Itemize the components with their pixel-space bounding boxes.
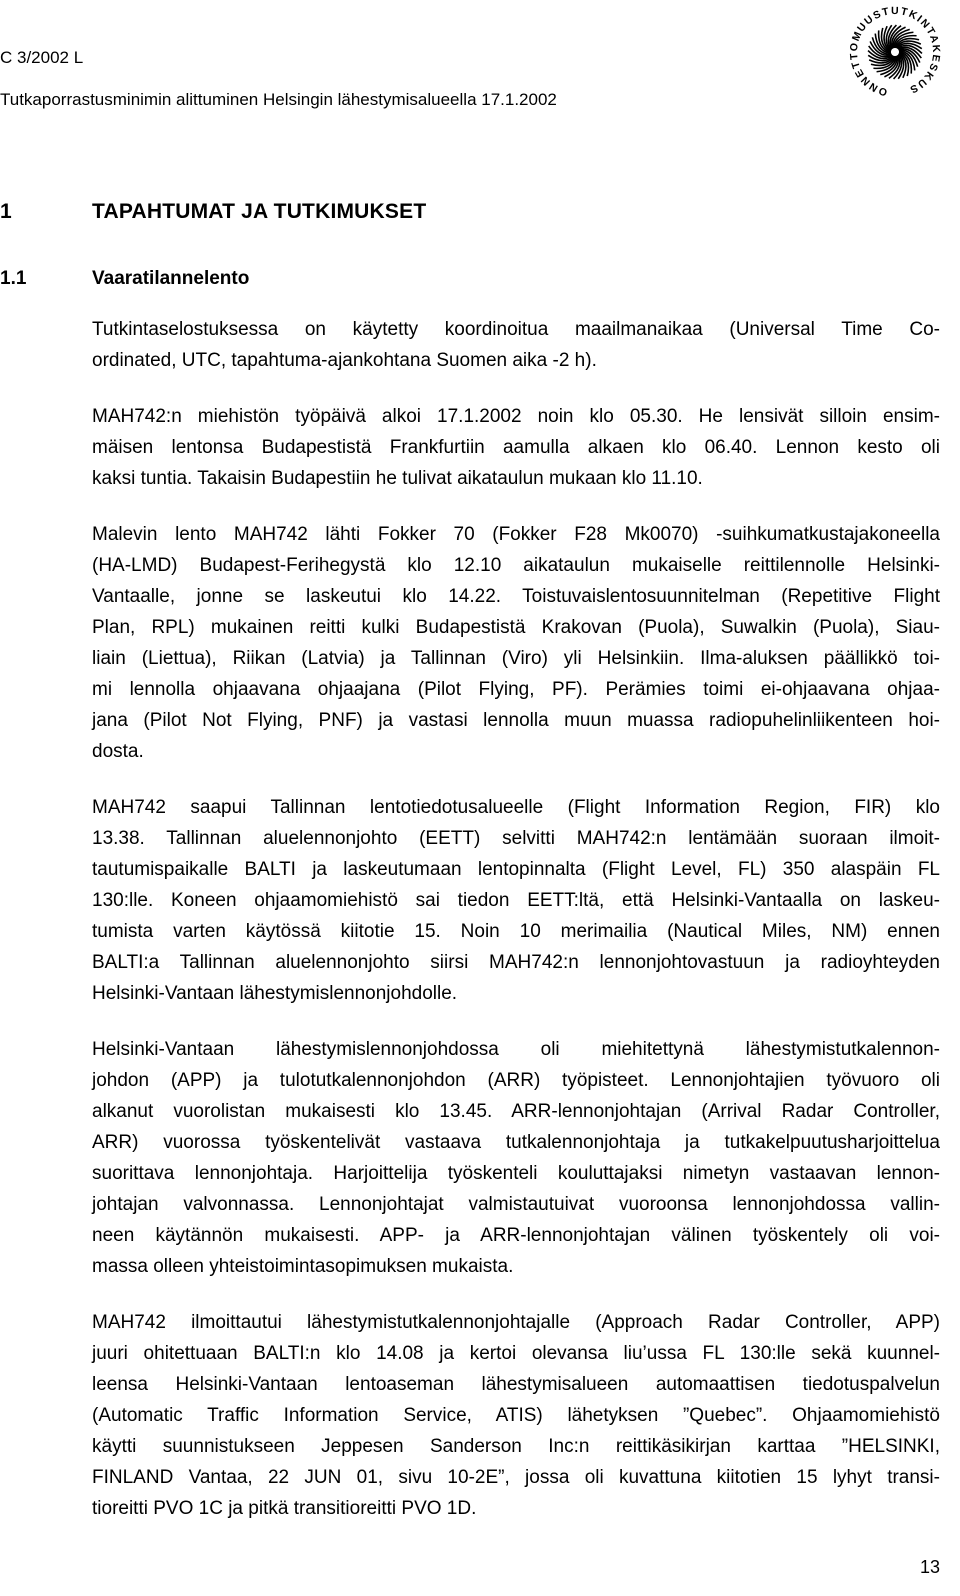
text-line: Plan, RPL) mukainen reitti kulki Budapestistä Krakovan (Puola), Suwalkin (Puola), Siau- (92, 617, 940, 638)
text-line: johdon (APP) ja tulotutkalennonjohdon (ARR) työpisteet. Lennonjohtajien työvuoro oli (92, 1070, 940, 1091)
text-line: Helsinki-Vantaan lähestymislennonjohdolle. (92, 983, 458, 1004)
document-id: C 3/2002 L (0, 48, 84, 67)
text-line: alkanut vuorolistan mukaisesti klo 13.45. ARR-lennonjohtajan (Arrival Radar Controller, (92, 1101, 940, 1122)
body-text (92, 314, 940, 1549)
text-line: tautumispaikalle BALTI ja laskeutumaan lentopinnalta (Flight Level, FL) 350 alaspäin FL (92, 859, 940, 880)
text-line: neen käytännön mukaisesti. APP- ja ARR-lennonjohtajan välinen työskentely oli voi- (92, 1225, 940, 1246)
section-number: 1 (0, 200, 12, 223)
text-line: leensa Helsinki-Vantaan lentoaseman lähestymisalueen automaattisen tiedotuspalvelun (92, 1374, 940, 1395)
text-line: johtajan valvonnassa. Lennonjohtajat valmistautuivat vuoroonsa lennonjohdossa vallin- (92, 1194, 940, 1215)
onnettomuustutkintakeskus-logo-icon (838, 2, 953, 106)
text-line: dosta. (92, 741, 144, 762)
text-line: Vantaalle, jonne se laskeutui klo 14.22. Toistuvaislentosuunnitelman (Repetitive Flight (92, 586, 940, 607)
page-number: 13 (919, 1557, 940, 1577)
logo-center (891, 48, 899, 56)
text-line: MAH742:n miehistön työpäivä alkoi 17.1.2002 noin klo 05.30. He lensivät silloin ensim- (92, 406, 940, 427)
text-line: mi lennolla ohjaavana ohjaajana (Pilot Flying, PF). Perämies toimi ei-ohjaavana ohjaa- (92, 679, 940, 700)
document-title: Tutkaporrastusminimin alittuminen Helsingin lähestymisalueella 17.1.2002 (0, 90, 557, 109)
text-line: MAH742 ilmoittautui lähestymistutkalennonjohtajalle (Approach Radar Controller, APP) (92, 1312, 940, 1333)
paragraph (92, 314, 940, 376)
text-line: tumista varten käytössä kiitotie 15. Noin 10 merimailia (Nautical Miles, NM) ennen (92, 921, 940, 942)
section-heading (0, 200, 426, 224)
text-line: Malevin lento MAH742 lähti Fokker 70 (Fokker F28 Mk0070) -suihkumatkustajakoneella (92, 524, 940, 545)
paragraph (92, 519, 940, 767)
text-line: suorittava lennonjohtaja. Harjoittelija työskenteli kouluttajaksi nimetyn vastaavan lennon- (92, 1163, 940, 1184)
text-line: 130:lle. Koneen ohjaamomiehistö sai tiedon EETT:ltä, että Helsinki-Vantaalla on laskeu- (92, 890, 940, 911)
text-line: Helsinki-Vantaan lähestymislennonjohdossa oli miehitettynä lähestymistutkalennon- (92, 1039, 940, 1060)
text-line: Tutkintaselostuksessa on käytetty koordinoitua maailmanaikaa (Universal Time Co- (92, 319, 940, 340)
paragraph (92, 1034, 940, 1282)
text-line: käytti suunnistukseen Jeppesen Sanderson Inc:n reittikäsikirjan karttaa ”HELSINKI, (92, 1436, 940, 1457)
text-line: massa olleen yhteistoimintasopimuksen mukaista. (92, 1256, 514, 1277)
text-line: (HA-LMD) Budapest-Ferihegystä klo 12.10 aikataulun mukaiselle reittilennolle Helsinki- (92, 555, 940, 576)
paragraph (92, 792, 940, 1009)
subsection-number: 1.1 (0, 268, 27, 289)
text-line: ARR) vuorossa työskentelivät vastaava tutkalennonjohtaja ja tutkakelpuutusharjoittelua (92, 1132, 940, 1153)
text-line: FINLAND Vantaa, 22 JUN 01, sivu 10-2E”, jossa oli kuvattuna kiitotien 15 lyhyt transi- (92, 1467, 940, 1488)
paragraph (92, 1307, 940, 1524)
text-line: MAH742 saapui Tallinnan lentotiedotusalueelle (Flight Information Region, FIR) klo (92, 797, 940, 818)
text-line: jana (Pilot Not Flying, PNF) ja vastasi lennolla muun muassa radiopuhelinliikenteen hoi- (92, 710, 940, 731)
text-line: mäisen lentonsa Budapestistä Frankfurtiin aamulla alkaen klo 06.40. Lennon kesto oli (92, 437, 940, 458)
text-line: 13.38. Tallinnan aluelennonjohto (EETT) selvitti MAH742:n lentämään suoraan ilmoit- (92, 828, 940, 849)
text-line: liain (Liettua), Riikan (Latvia) ja Tallinnan (Viro) yli Helsinkiin. Ilma-aluksen päällikkö toi- (92, 648, 940, 669)
text-line: kaksi tuntia. Takaisin Budapestiin he tulivat aikataulun mukaan klo 11.10. (92, 468, 703, 489)
text-line: juuri ohitettuaan BALTI:n klo 14.08 ja kertoi olevansa liu’ussa FL 130:lle sekä kuunnel- (92, 1343, 940, 1364)
subsection-heading (0, 268, 249, 290)
text-line: (Automatic Traffic Information Service, ATIS) lähetyksen ”Quebec”. Ohjaamomiehistö (92, 1405, 940, 1426)
section-title: TAPAHTUMAT JA TUTKIMUKSET (92, 200, 427, 223)
subsection-title: Vaaratilannelento (92, 268, 250, 289)
text-line: ordinated, UTC, tapahtuma-ajankohtana Suomen aika -2 h). (92, 350, 597, 371)
paragraph (92, 401, 940, 494)
logo-text: ONNETTOMUUSTUTKINTAKESKUS (847, 4, 943, 99)
text-line: tioreitti PVO 1C ja pitkä transitioreitti PVO 1D. (92, 1498, 477, 1519)
text-line: BALTI:a Tallinnan aluelennonjohto siirsi MAH742:n lennonjohtovastuun ja radioyhteyden (92, 952, 940, 973)
